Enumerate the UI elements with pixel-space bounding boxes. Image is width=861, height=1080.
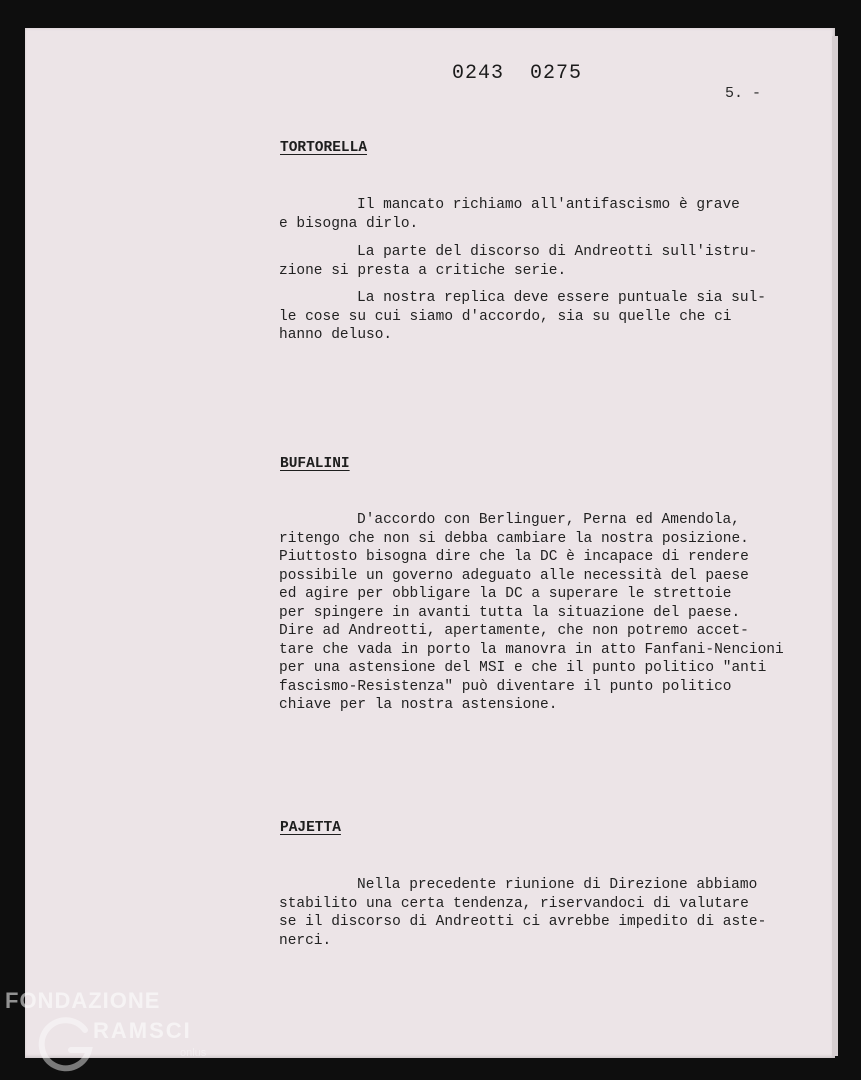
text-line: tare che vada in porto la manovra in atto Fanfani-Nencioni bbox=[279, 641, 784, 658]
text-line: per una astensione del MSI e che il punto politico "anti bbox=[279, 660, 767, 676]
text-line: Dire ad Andreotti, apertamente, che non potremo accet- bbox=[279, 623, 749, 639]
paragraph bbox=[279, 876, 839, 950]
text-line: per spingere in avanti tutta la situazione del paese. bbox=[279, 604, 741, 621]
text-line: Nella precedente riunione di Direzione abbiamo bbox=[357, 877, 758, 893]
text-line: ritengo che non si debba cambiare la nostra posizione. bbox=[279, 530, 749, 547]
text-line: possibile un governo adeguato alle necessità del paese bbox=[279, 567, 749, 584]
page-number: 5. - bbox=[725, 85, 762, 102]
text-line: se il discorso di Andreotti ci avrebbe impedito di aste- bbox=[279, 914, 767, 930]
speaker-heading-bufalini: BUFALINI bbox=[280, 456, 350, 472]
text-line: La parte del discorso di Andreotti sull'istru- bbox=[357, 244, 758, 260]
text-line: hanno deluso. bbox=[279, 327, 393, 343]
text-line: Piuttosto bisogna dire che la DC è incapace di rendere bbox=[279, 549, 749, 565]
text-line: fascismo-Resistenza" può diventare il punto politico bbox=[279, 678, 732, 695]
paragraph bbox=[279, 196, 839, 233]
document-number: 0243 0275 bbox=[452, 62, 583, 85]
text-line: chiave per la nostra astensione. bbox=[279, 697, 558, 713]
text-line: e bisogna dirlo. bbox=[279, 215, 419, 232]
gramsci-g-logo-icon bbox=[37, 1012, 97, 1072]
paragraph bbox=[279, 511, 839, 715]
text-line: le cose su cui siamo d'accordo, sia su quelle che ci bbox=[279, 308, 732, 325]
speaker-heading-pajetta: PAJETTA bbox=[280, 820, 341, 836]
text-line: ed agire per obbligare la DC a superare le strettoie bbox=[279, 586, 732, 602]
text-line: stabilito una certa tendenza, riservandoci di valutare bbox=[279, 895, 749, 912]
text-line: zione si presta a critiche serie. bbox=[279, 262, 567, 279]
watermark-line1: FONDAZIONE bbox=[5, 988, 161, 1013]
watermark-suffix: onlus bbox=[180, 1047, 207, 1059]
fondazione-gramsci-watermark bbox=[5, 988, 220, 1080]
text-line: Il mancato richiamo all'antifascismo è grave bbox=[357, 197, 740, 213]
text-line: D'accordo con Berlinguer, Perna ed Amendola, bbox=[357, 512, 740, 528]
watermark-line2: RAMSCI bbox=[93, 1018, 192, 1043]
speaker-heading-tortorella: TORTORELLA bbox=[280, 140, 368, 156]
paragraph bbox=[279, 289, 839, 345]
paragraph bbox=[279, 243, 839, 280]
text-line: nerci. bbox=[279, 932, 332, 949]
text-line: La nostra replica deve essere puntuale sia sul- bbox=[357, 290, 766, 306]
